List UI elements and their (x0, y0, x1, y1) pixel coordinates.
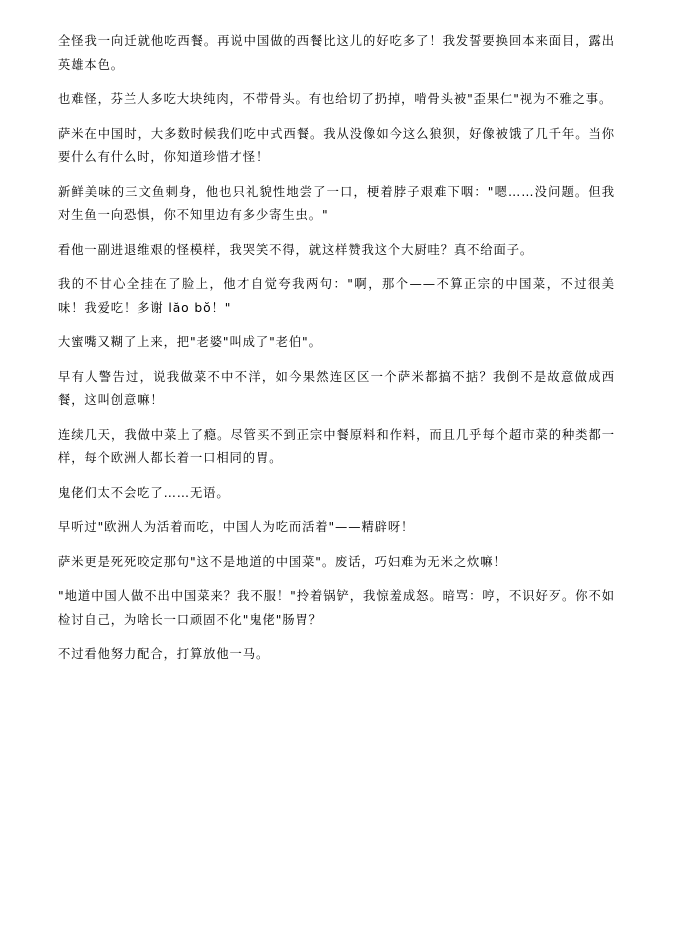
paragraph: 早听过"欧洲人为活着而吃，中国人为吃而活着"——精辟呀！ (58, 520, 415, 534)
paragraph: 也难怪，芬兰人多吃大块纯肉，不带骨头。有也给切了扔掉，啃骨头被"歪果仁"视为不雅之事。 (58, 92, 613, 106)
document-body (58, 30, 615, 667)
paragraph: "地道中国人做不出中国菜来？我不服！"拎着锅铲，我惊羞成怒。暗骂：哼，不识好歹。你不如检讨自己，为啥长一口顽固不化"鬼佬"肠胃？ (58, 589, 615, 627)
paragraph: 大蜜嘴又糊了上来，把"老婆"叫成了"老伯"。 (58, 335, 322, 349)
paragraph: 萨米在中国时，大多数时候我们吃中式西餐。我从没像如今这么狼狈，好像被饿了几千年。当你要什么有什么时，你知道珍惜才怪！ (58, 126, 615, 164)
paragraph: 看他一副进退维艰的怪模样，我哭笑不得，就这样赞我这个大厨哇？真不给面子。 (58, 242, 534, 257)
paragraph: 连续几天，我做中菜上了瘾。尽管买不到正宗中餐原料和作料，而且几乎每个超市菜的种类都一样，每个欧洲人都长着一口相同的胃。 (58, 427, 615, 465)
paragraph: 早有人警告过，说我做菜不中不洋，如今果然连区区一个萨米都搞不掂？我倒不是故意做成西餐，这叫创意嘛！ (58, 369, 615, 407)
paragraph: 全怪我一向迁就他吃西餐。再说中国做的西餐比这儿的好吃多了！我发誓要换回本来面目，露出英雄本色。 (58, 34, 615, 72)
paragraph: 鬼佬们太不会吃了……无语。 (58, 485, 230, 500)
paragraph: 萨米更是死死咬定那句"这不是地道的中国菜"。废话，巧妇难为无米之炊嘛！ (58, 554, 507, 569)
paragraph: 我的不甘心全挂在了脸上，他才自觉夸我两句："啊，那个——不算正宗的中国菜，不过很美味！我爱吃！多谢 lăo bŏ！" (58, 277, 615, 315)
paragraph: 新鲜美味的三文鱼刺身，他也只礼貌性地尝了一口，梗着脖子艰难下咽："嗯……没问题。但我对生鱼一向恐惧，你不知里边有多少寄生虫。" (58, 184, 615, 222)
paragraph: 不过看他努力配合，打算放他一马。 (58, 647, 270, 661)
